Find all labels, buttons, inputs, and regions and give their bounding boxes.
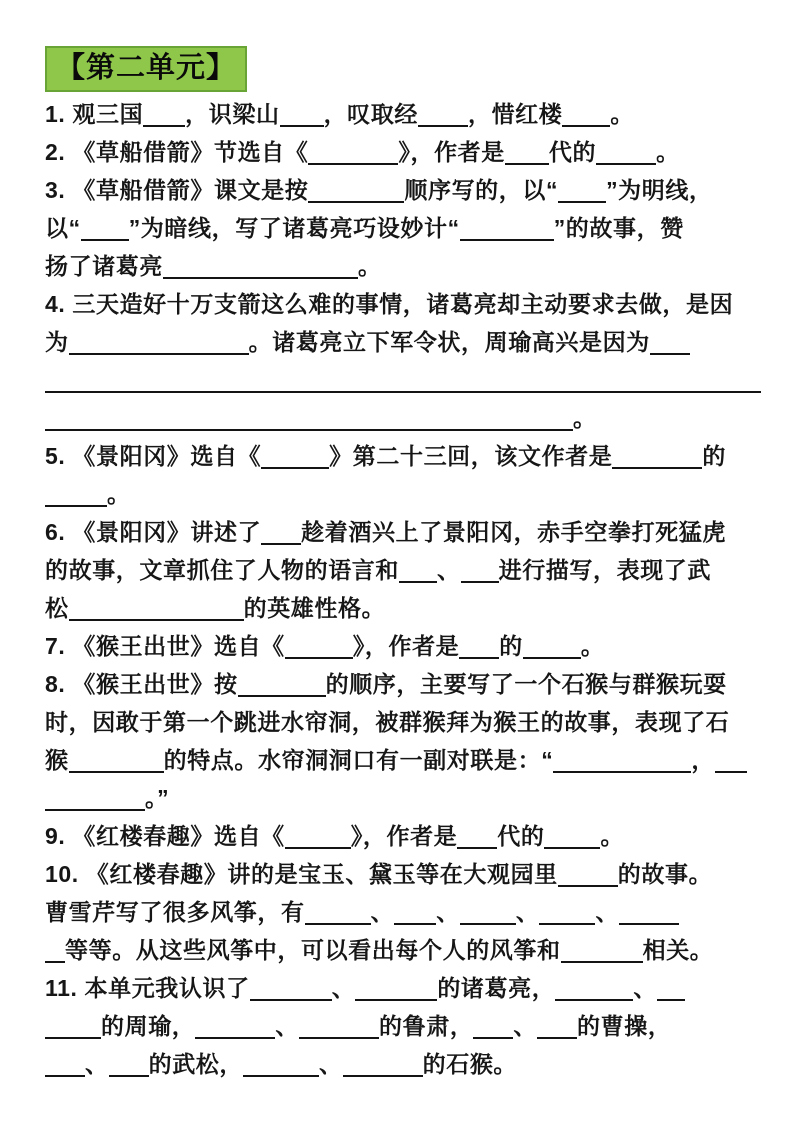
text-segment: 、 bbox=[515, 899, 540, 925]
text-segment: 、 bbox=[319, 1051, 343, 1077]
text-segment: 趁着酒兴上了景阳冈，赤手空拳打死猛虎 bbox=[301, 519, 726, 545]
text-segment: 、 bbox=[595, 899, 620, 925]
text-segment: 》，作者是 bbox=[352, 633, 460, 659]
fill-in-blank bbox=[195, 1037, 275, 1039]
text-line bbox=[45, 437, 765, 475]
fill-in-blank bbox=[561, 961, 643, 963]
text-segment: 的故事，文章抓住了人物的语言和 bbox=[45, 557, 399, 583]
text-segment: 。 bbox=[600, 823, 625, 849]
fill-in-blank bbox=[537, 1037, 577, 1039]
fill-in-blank bbox=[657, 999, 685, 1001]
text-segment: 的 bbox=[499, 633, 523, 659]
unit-header-badge bbox=[45, 46, 247, 92]
fill-in-blank bbox=[261, 543, 301, 545]
text-segment: 以“ bbox=[45, 215, 81, 241]
text-segment: 。 bbox=[107, 481, 131, 507]
text-line bbox=[45, 323, 765, 361]
text-line bbox=[45, 551, 765, 589]
text-segment: 、 bbox=[275, 1013, 300, 1039]
text-segment: 。 bbox=[573, 405, 597, 431]
text-line bbox=[45, 285, 765, 323]
text-line bbox=[45, 1045, 765, 1083]
fill-in-blank bbox=[308, 163, 398, 165]
text-segment: 代的 bbox=[548, 139, 597, 165]
fill-in-blank bbox=[553, 771, 691, 773]
text-line bbox=[45, 1007, 765, 1045]
text-line bbox=[45, 741, 765, 779]
text-segment: 10. 《红楼春趣》讲的是宝玉、黛玉等在大观园里 bbox=[45, 861, 558, 887]
fill-in-blank bbox=[285, 657, 353, 659]
text-segment: 的英雄性格。 bbox=[243, 595, 386, 621]
text-segment: 相关。 bbox=[642, 937, 714, 963]
fill-in-blank bbox=[461, 581, 499, 583]
text-line bbox=[45, 627, 765, 665]
text-line bbox=[45, 893, 765, 931]
text-segment: ，惜红楼 bbox=[467, 101, 563, 127]
text-line bbox=[45, 513, 765, 551]
fill-in-blank bbox=[612, 467, 702, 469]
text-line bbox=[45, 95, 765, 133]
text-segment: 的诸葛亮， bbox=[437, 975, 556, 1001]
text-line bbox=[45, 779, 765, 817]
text-segment: 。 bbox=[358, 253, 382, 279]
text-segment: 7. 《猴王出世》选自《 bbox=[45, 633, 285, 659]
text-segment: 1. 观三国 bbox=[45, 101, 144, 127]
text-line bbox=[45, 399, 765, 437]
text-line bbox=[45, 855, 765, 893]
text-segment: 11. 本单元我认识了 bbox=[45, 975, 250, 1001]
text-segment: 4. 三天造好十万支箭这么难的事情，诸葛亮却主动要求去做，是因 bbox=[45, 291, 734, 317]
text-line bbox=[45, 931, 765, 969]
text-segment: 的周瑜， bbox=[101, 1013, 196, 1039]
fill-in-blank bbox=[715, 771, 747, 773]
fill-in-blank bbox=[473, 1037, 513, 1039]
fill-in-blank bbox=[596, 163, 656, 165]
text-segment: 。 bbox=[580, 633, 605, 659]
fill-in-blank bbox=[69, 353, 249, 355]
text-segment: 、 bbox=[513, 1013, 538, 1039]
text-segment: 》，作者是 bbox=[350, 823, 458, 849]
text-segment: 的顺序，主要写了一个石猴与群猴玩耍 bbox=[325, 671, 727, 697]
fill-in-blank bbox=[460, 239, 554, 241]
fill-in-blank bbox=[399, 581, 437, 583]
fill-in-blank bbox=[250, 999, 332, 1001]
text-segment: ，识梁山 bbox=[185, 101, 280, 127]
text-segment: 、 bbox=[85, 1051, 109, 1077]
fill-in-blank bbox=[163, 277, 358, 279]
text-line bbox=[45, 589, 765, 627]
fill-in-blank bbox=[460, 923, 516, 925]
text-segment: ”为暗线，写了诸葛亮巧设妙计“ bbox=[128, 215, 460, 241]
text-line bbox=[45, 665, 765, 703]
text-line bbox=[45, 209, 765, 247]
text-segment: 的故事。 bbox=[617, 861, 713, 887]
text-segment: ，叹取经 bbox=[323, 101, 418, 127]
text-line bbox=[45, 969, 765, 1007]
fill-in-blank bbox=[81, 239, 129, 241]
fill-in-blank bbox=[650, 353, 690, 355]
text-segment: 。诸葛亮立下军令状，周瑜高兴是因为 bbox=[248, 329, 650, 355]
fill-in-blank bbox=[305, 923, 371, 925]
text-segment: 曹雪芹写了很多风筝，有 bbox=[45, 899, 305, 925]
fill-in-blank bbox=[45, 391, 761, 393]
text-segment: ， bbox=[691, 747, 715, 773]
unit-title: 【第二单元】 bbox=[56, 52, 237, 84]
text-line bbox=[45, 133, 765, 171]
text-segment: 2. 《草船借箭》节选自《 bbox=[45, 139, 309, 165]
fill-in-blank bbox=[45, 809, 145, 811]
fill-in-blank bbox=[558, 201, 606, 203]
text-segment: 的特点。水帘洞洞口有一副对联是：“ bbox=[163, 747, 554, 773]
text-segment: 、 bbox=[370, 899, 395, 925]
text-segment: 松 bbox=[45, 595, 69, 621]
text-segment: 的石猴。 bbox=[422, 1051, 518, 1077]
fill-in-blank bbox=[562, 125, 610, 127]
fill-in-blank bbox=[109, 1075, 149, 1077]
fill-in-blank bbox=[418, 125, 468, 127]
text-segment: 、 bbox=[633, 975, 657, 1001]
fill-in-blank bbox=[238, 695, 326, 697]
text-segment: 的曹操， bbox=[577, 1013, 672, 1039]
fill-in-blank bbox=[457, 847, 497, 849]
text-segment: 为 bbox=[45, 329, 69, 355]
text-segment: 的武松， bbox=[148, 1051, 244, 1077]
fill-in-blank bbox=[261, 467, 329, 469]
fill-in-blank bbox=[45, 1037, 101, 1039]
fill-in-blank bbox=[555, 999, 633, 1001]
text-segment: 9. 《红楼春趣》选自《 bbox=[45, 823, 285, 849]
fill-in-blank bbox=[45, 1075, 85, 1077]
text-segment: 》第二十三回，该文作者是 bbox=[329, 443, 613, 469]
fill-in-blank bbox=[143, 125, 185, 127]
text-segment: 代的 bbox=[497, 823, 545, 849]
fill-in-blank bbox=[544, 847, 600, 849]
fill-in-blank bbox=[394, 923, 436, 925]
text-line bbox=[45, 361, 765, 399]
text-segment: 。 bbox=[610, 101, 634, 127]
fill-in-blank bbox=[243, 1075, 319, 1077]
text-segment: 顺序写的，以“ bbox=[404, 177, 559, 203]
fill-in-blank bbox=[459, 657, 499, 659]
text-segment: 6. 《景阳冈》讲述了 bbox=[45, 519, 262, 545]
text-segment: 、 bbox=[436, 899, 460, 925]
fill-in-blank bbox=[558, 885, 618, 887]
text-segment: 的 bbox=[702, 443, 726, 469]
fill-in-blank bbox=[308, 201, 404, 203]
text-line bbox=[45, 475, 765, 513]
text-line bbox=[45, 703, 765, 741]
text-segment: 等等。从这些风筝中，可以看出每个人的风筝和 bbox=[65, 937, 561, 963]
text-segment: ”为明线， bbox=[606, 177, 713, 203]
text-segment: 时，因敢于第一个跳进水帘洞，被群猴拜为猴王的故事，表现了石 bbox=[45, 709, 730, 735]
fill-in-blank bbox=[285, 847, 351, 849]
text-segment: 。 bbox=[656, 139, 680, 165]
fill-in-blank bbox=[69, 771, 164, 773]
worksheet-body bbox=[45, 95, 765, 1083]
fill-in-blank bbox=[505, 163, 549, 165]
text-segment: ”的故事，赞 bbox=[553, 215, 684, 241]
fill-in-blank bbox=[539, 923, 595, 925]
text-line bbox=[45, 171, 765, 209]
fill-in-blank bbox=[343, 1075, 423, 1077]
text-segment: 的鲁肃， bbox=[379, 1013, 474, 1039]
fill-in-blank bbox=[280, 125, 324, 127]
text-segment: 》，作者是 bbox=[398, 139, 505, 165]
fill-in-blank bbox=[299, 1037, 379, 1039]
fill-in-blank bbox=[523, 657, 581, 659]
text-segment: 3. 《草船借箭》课文是按 bbox=[45, 177, 309, 203]
text-segment: 。” bbox=[145, 785, 170, 811]
text-segment: 8. 《猴王出世》按 bbox=[45, 671, 238, 697]
text-segment: 5. 《景阳冈》选自《 bbox=[45, 443, 262, 469]
fill-in-blank bbox=[45, 961, 65, 963]
text-line bbox=[45, 247, 765, 285]
text-line bbox=[45, 817, 765, 855]
text-segment: 进行描写，表现了武 bbox=[498, 557, 712, 583]
fill-in-blank bbox=[45, 429, 573, 431]
text-segment: 、 bbox=[331, 975, 356, 1001]
text-segment: 、 bbox=[437, 557, 461, 583]
fill-in-blank bbox=[619, 923, 679, 925]
fill-in-blank bbox=[355, 999, 437, 1001]
fill-in-blank bbox=[69, 619, 244, 621]
fill-in-blank bbox=[45, 505, 107, 507]
text-segment: 猴 bbox=[45, 747, 69, 773]
text-segment: 扬了诸葛亮 bbox=[45, 253, 163, 279]
